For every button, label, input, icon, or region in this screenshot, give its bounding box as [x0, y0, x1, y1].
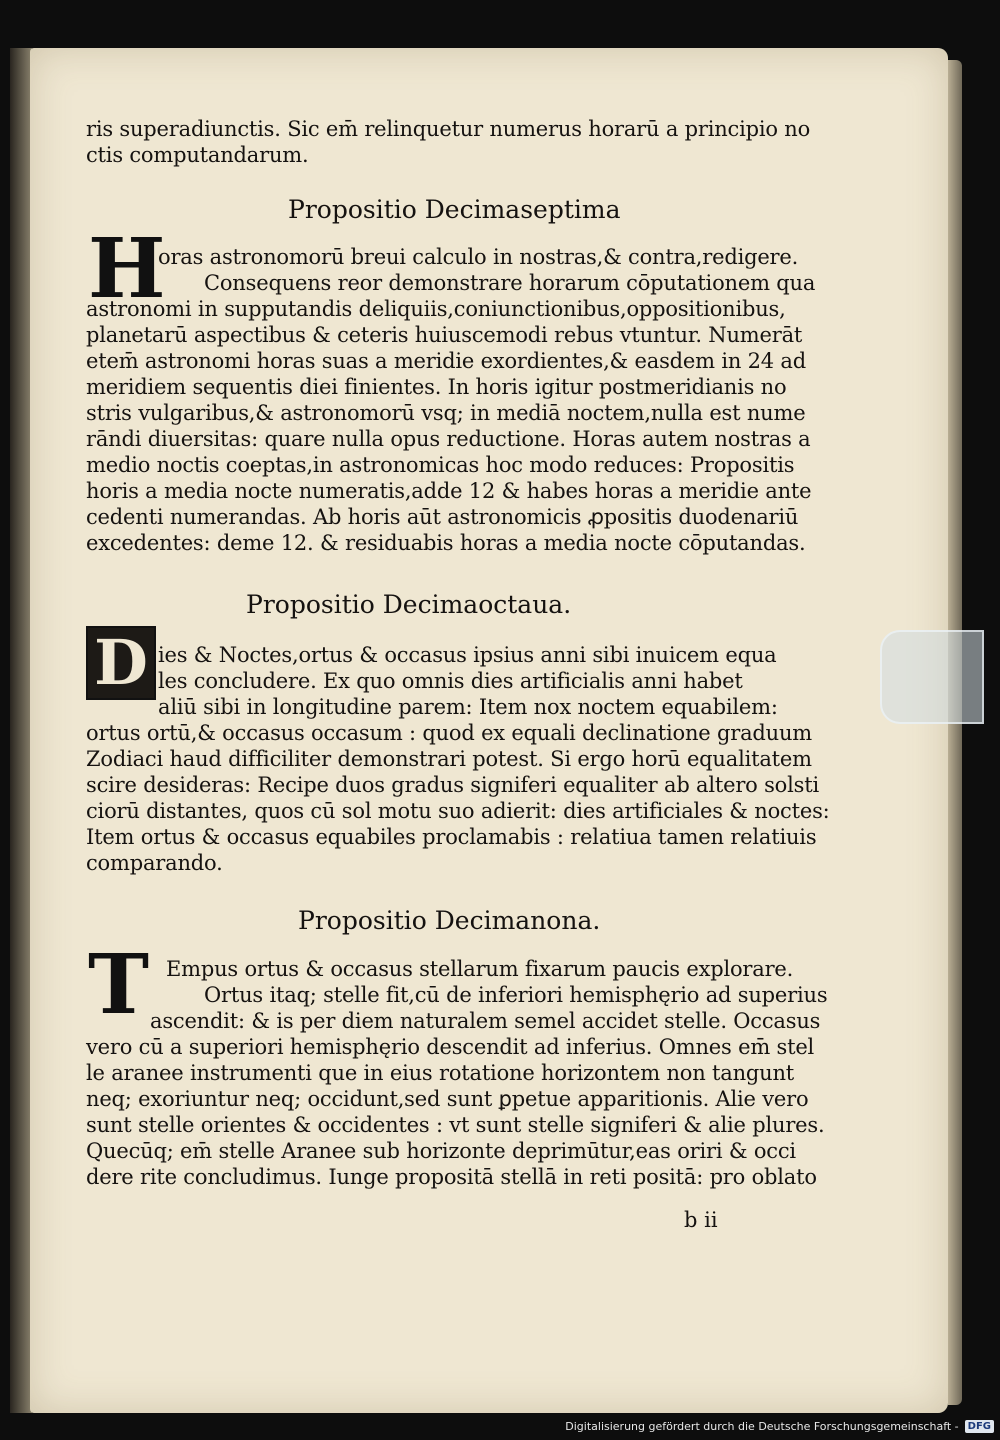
dfg-logo: DFG [965, 1420, 994, 1433]
text-line: horis a media nocte numeratis,adde 12 & habes horas a meridie ante [86, 479, 812, 503]
drop-cap-initial: T [88, 937, 150, 1033]
text-line: excedentes: deme 12. & residuabis horas a media nocte cōputandas. [86, 531, 806, 555]
text-line: les concludere. Ex quo omnis dies artificialis anni habet [158, 669, 743, 693]
text-line: comparando. [86, 851, 223, 875]
signature-mark: b ii [684, 1208, 718, 1232]
text-line: neq; exoriuntur neq; occidunt,sed sunt ꝑpetue apparitionis. Alie vero [86, 1087, 809, 1111]
page-edge [948, 60, 962, 1405]
text-line: aliū sibi in longitudine parem: Item nox noctem equabilem: [158, 695, 778, 719]
book-gutter [10, 48, 32, 1413]
text-line: Consequens reor demonstrare horarum cōputationem qua [204, 271, 816, 295]
text-line: ascendit: & is per diem naturalem semel accidet stelle. Occasus [150, 1009, 821, 1033]
section-body [86, 244, 815, 556]
text-line: medio noctis coeptas,in astronomicas hoc modo reduces: Propositis [86, 453, 795, 477]
drop-cap-initial: D [86, 626, 156, 700]
text-line: Zodiaci haud difficiliter demonstrari potest. Si ergo horū equalitatem [86, 747, 812, 771]
text-line: Quecūq; em̄ stelle Aranee sub horizonte deprimūtur,eas oriri & occi [86, 1139, 796, 1163]
text-line: ciorū distantes, quos cū sol motu suo adierit: dies artificiales & noctes: [86, 799, 830, 823]
continuation-text [86, 116, 810, 168]
text-line: astronomi in supputandis deliquiis,coniunctionibus,oppositionibus, [86, 297, 786, 321]
text-line: meridiem sequentis diei finientes. In horis igitur postmeridianis no [86, 375, 787, 399]
text-line: rāndi diuersitas: quare nulla opus reductione. Horas autem nostras a [86, 427, 811, 451]
footer-text: Digitalisierung gefördert durch die Deutsche Forschungsgemeinschaft - [565, 1419, 959, 1433]
text-line: ies & Noctes,ortus & occasus ipsius anni sibi inuicem equa [158, 643, 777, 667]
text-line: Item ortus & occasus equabiles proclamabis : relatiua tamen relatiuis [86, 825, 817, 849]
section-heading: Propositio Decimaoctaua. [246, 590, 572, 619]
text-line: etem̄ astronomi horas suas a meridie exordientes,& easdem in 24 ad [86, 349, 806, 373]
text-line: scire desideras: Recipe duos gradus signiferi equaliter ab altero solsti [86, 773, 819, 797]
text-line: ortus ortū,& occasus occasum : quod ex equali declinatione graduum [86, 721, 812, 745]
text-line: stris vulgaribus,& astronomorū vsq; in mediā noctem,nulla est nume [86, 401, 806, 425]
text-line: sunt stelle orientes & occidentes : vt sunt stelle signiferi & alie plures. [86, 1113, 825, 1137]
text-line: ris superadiunctis. Sic em̄ relinquetur numerus horarū a principio no [86, 117, 811, 141]
text-line: le aranee instrumenti que in eius rotatione horizontem non tangunt [86, 1061, 795, 1085]
text-line: vero cū a superiori hemisphęrio descendit ad inferius. Omnes em̄ stel [86, 1035, 815, 1059]
section-body [86, 642, 830, 876]
section-heading: Propositio Decimanona. [298, 906, 601, 935]
footer-credit [565, 1416, 994, 1436]
text-line: ctis computandarum. [86, 143, 309, 167]
drop-cap-initial: H [88, 221, 166, 317]
section-heading: Propositio Decimaseptima [288, 195, 621, 224]
page-clip [880, 630, 984, 724]
section-body [86, 956, 827, 1190]
text-line: Ortus itaq; stelle fit,cū de inferiori hemisphęrio ad superius [204, 983, 828, 1007]
text-line: oras astronomorū breui calculo in nostras,& contra,redigere. [158, 245, 799, 269]
text-line: dere rite concludimus. Iunge propositā stellā in reti positā: pro oblato [86, 1165, 817, 1189]
text-line: planetarū aspectibus & ceteris huiuscemodi rebus vtuntur. Numerāt [86, 323, 803, 347]
text-line: cedenti numerandas. Ab horis aūt astronomicis ꝓpositis duodenariū [86, 505, 799, 529]
text-line: Empus ortus & occasus stellarum fixarum paucis explorare. [166, 957, 794, 981]
